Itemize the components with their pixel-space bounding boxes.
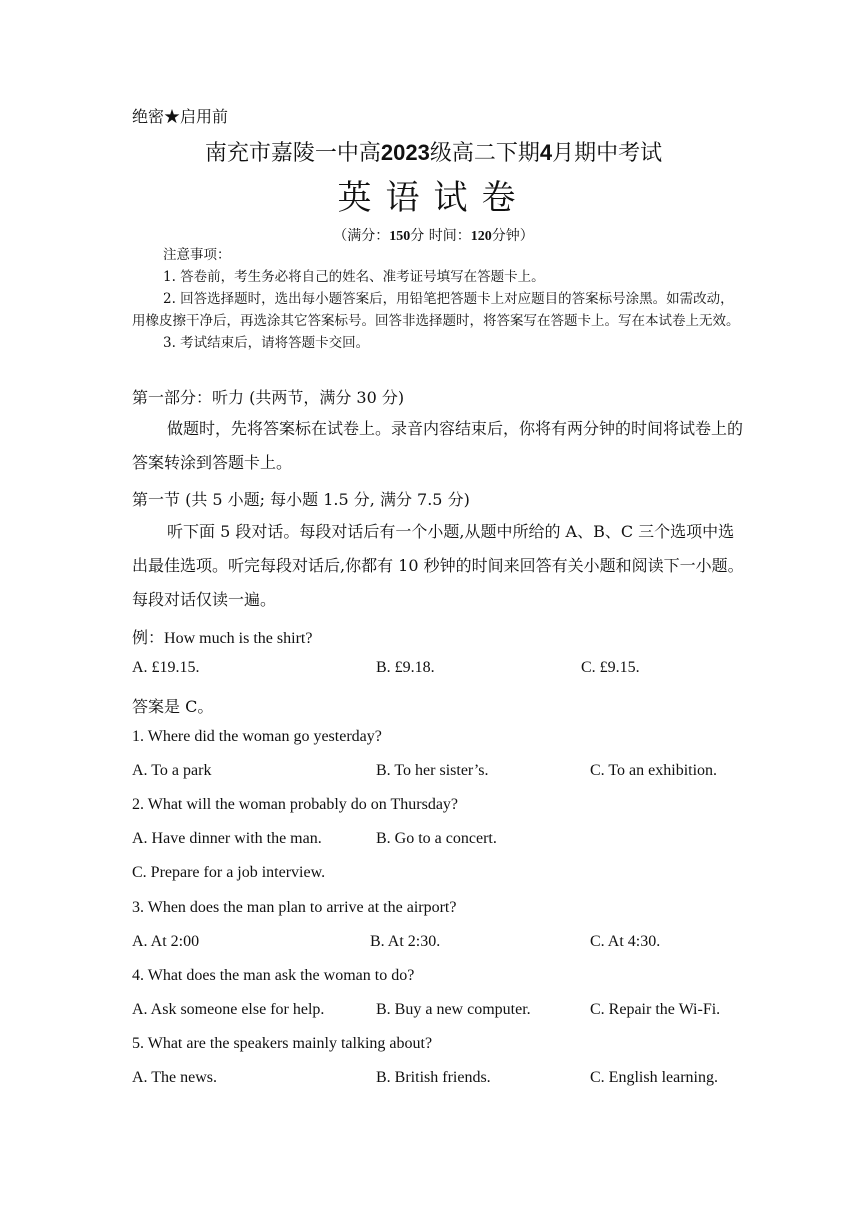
example-answer: 答案是 C。: [132, 697, 214, 716]
question-5-option-a: A. The news.: [132, 1069, 218, 1086]
title-year: 2023: [380, 140, 430, 165]
example-option-c: C. £9.15.: [581, 659, 640, 676]
question-5-option-b: B. British friends.: [376, 1069, 491, 1086]
question-2: 2. What will the woman probably do on Thursday?: [132, 796, 459, 813]
score-time: 120: [470, 229, 492, 244]
question-2-option-a: A. Have dinner with the man.: [132, 830, 322, 847]
notes-item-1: 1. 答卷前，考生务必将自己的姓名、准考证号填写在答题卡上。: [163, 269, 545, 285]
example-question-text: How much is the shirt?: [164, 630, 313, 647]
exam-title: [0, 136, 867, 167]
score-total: 150: [389, 229, 411, 244]
question-1-option-a: A. To a park: [132, 762, 212, 779]
question-5-option-c: C. English learning.: [590, 1069, 718, 1086]
score-b: 分 时间：: [410, 228, 471, 244]
question-2-option-b: B. Go to a concert.: [376, 830, 497, 847]
question-3: 3. When does the man plan to arrive at the airport?: [132, 899, 457, 916]
title-post: 月期中考试: [552, 141, 663, 166]
example-option-a: A. £19.15.: [132, 659, 200, 676]
example-option-b: B. £9.18.: [376, 659, 435, 676]
question-4-option-b: B. Buy a new computer.: [376, 1001, 531, 1018]
notes-block: [132, 244, 747, 354]
score-a: （满分：: [333, 228, 390, 244]
question-3-option-c: C. At 4:30.: [590, 933, 661, 950]
question-1-option-b: B. To her sister’s.: [376, 762, 489, 779]
question-4-option-c: C. Repair the Wi-Fi.: [590, 1001, 721, 1018]
score-line: [0, 225, 867, 245]
notes-heading: 注意事项：: [163, 247, 231, 263]
part1-instruction: 做题时，先将答案标在试卷上。录音内容结束后，你将有两分钟的时间将试卷上的答案转涂到答题卡上。: [132, 419, 744, 472]
question-3-option-b: B. At 2:30.: [370, 933, 441, 950]
example-prefix: 例：: [132, 630, 165, 647]
part1-heading: 第一部分：听力 (共两节，满分 30 分): [132, 388, 405, 407]
section1-instruction: 听下面 5 段对话。每段对话后有一个小题,从题中所给的 A、B、C 三个选项中选出最佳选项。听完每段对话后,你都有 10 秒钟的时间来回答有关小题和阅读下一小题。每段对话仅读一遍。: [132, 522, 744, 609]
question-3-option-a: A. At 2:00: [132, 933, 200, 950]
question-1-option-c: C. To an exhibition.: [590, 762, 718, 779]
title-pre: 南充市嘉陵一中高: [204, 141, 381, 166]
example-question: [132, 625, 312, 648]
secret-mark: 绝密★启用前: [132, 107, 229, 126]
question-5: 5. What are the speakers mainly talking about?: [132, 1035, 433, 1052]
notes-item-3: 3. 考试结束后，请将答题卡交回。: [163, 335, 370, 351]
question-4-option-a: A. Ask someone else for help.: [132, 1001, 325, 1018]
title-month: 4: [539, 140, 553, 165]
score-c: 分钟）: [491, 228, 534, 244]
title-mid: 级高二下期: [429, 141, 540, 166]
notes-item-2: 2. 回答选择题时，选出每小题答案后，用铅笔把答题卡上对应题目的答案标号涂黑。如需改动，用橡皮擦干净后，再选涂其它答案标号。回答非选择题时，将答案写在答题卡上。写在本试卷上无效。: [132, 291, 740, 329]
question-4: 4. What does the man ask the woman to do?: [132, 967, 415, 984]
question-1: 1. Where did the woman go yesterday?: [132, 728, 382, 745]
subject-title: 英语试卷: [337, 178, 530, 218]
section1-heading: 第一节 (共 5 小题; 每小题 1.5 分, 满分 7.5 分): [132, 490, 470, 509]
question-2-option-c: C. Prepare for a job interview.: [132, 864, 326, 881]
